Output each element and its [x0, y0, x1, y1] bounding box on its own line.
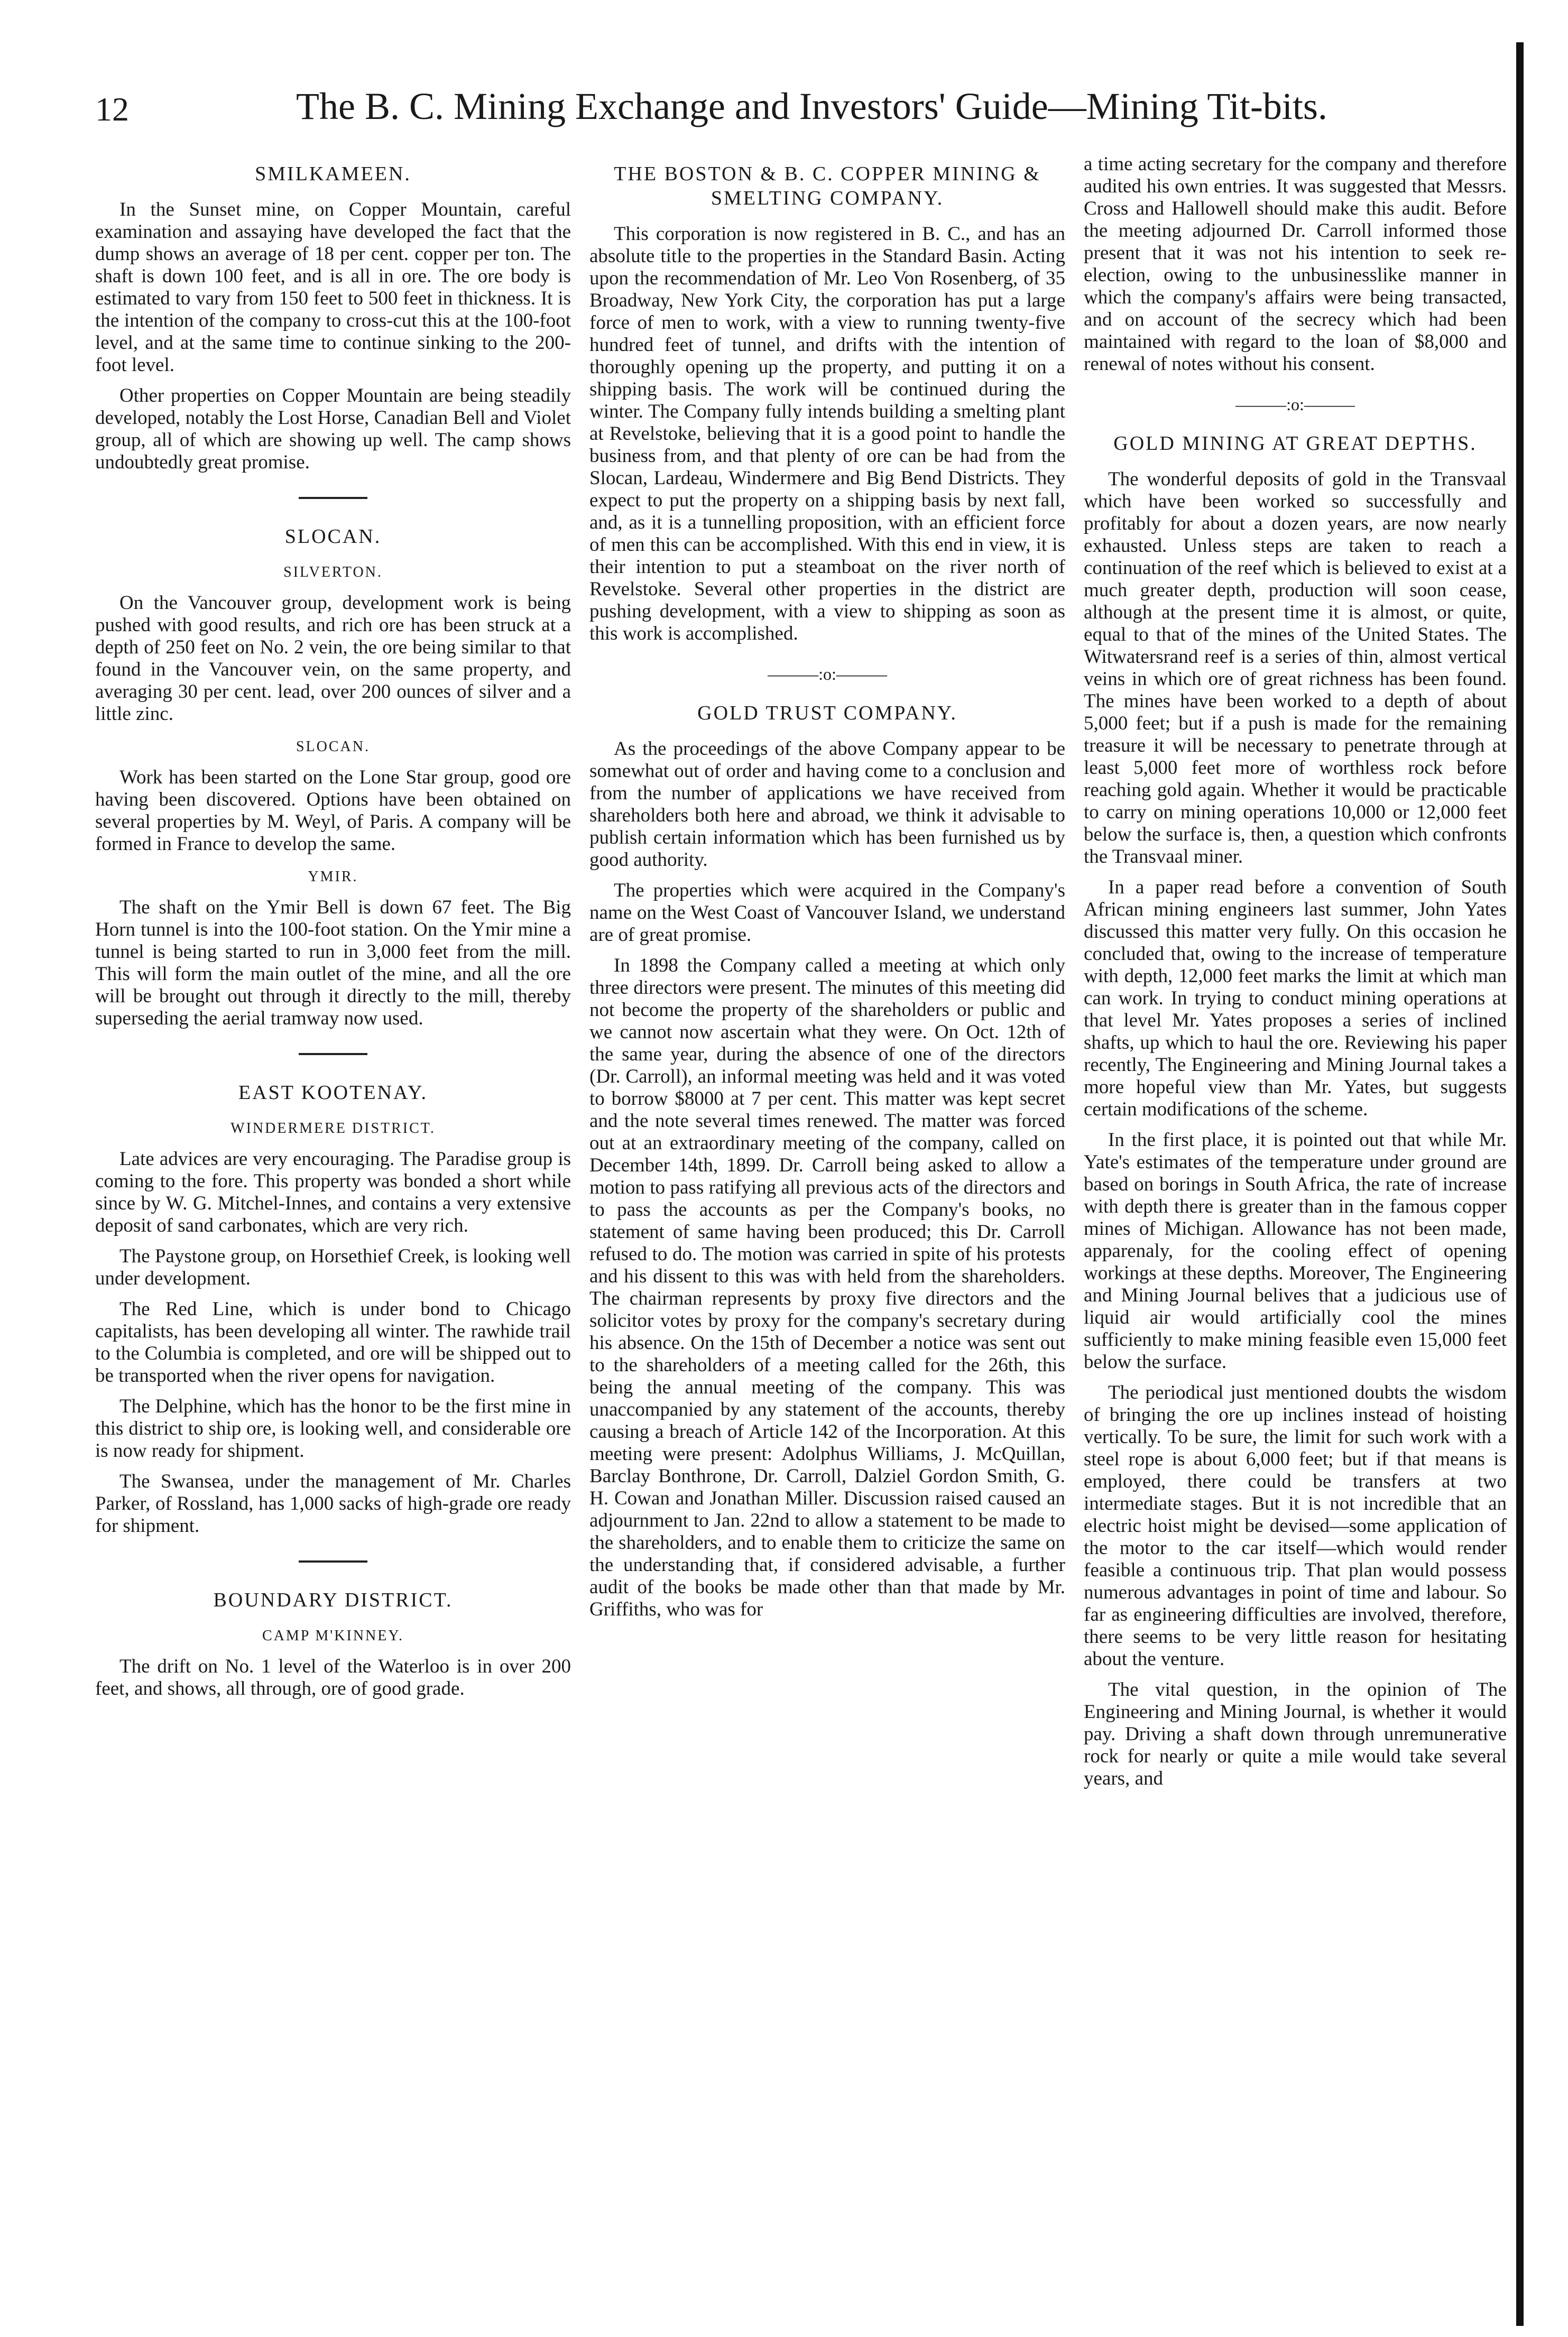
section-heading-smilkameen: SMILKAMEEN.	[255, 163, 411, 185]
paragraph: Other properties on Copper Mountain are being steadily developed, notably the Lost Horse, Canadian Bell and Violet group, all of which are showing up well. The camp shows undoubtedly great promise.	[95, 385, 571, 473]
section-divider	[299, 497, 367, 499]
paragraph: Work has been started on the Lone Star group, good ore having been discovered. Options have been obtained on several properties by M. Weyl, of Paris. A company will be formed in France to develop the same.	[95, 766, 571, 855]
page-header	[95, 85, 1491, 143]
section-heading-boston: THE BOSTON & B. C. COPPER MINING & SMELTING COMPANY.	[614, 163, 1041, 209]
paragraph-continuation: a time acting secretary for the company and therefore audited his own entries. It was suggested that Messrs. Cross and Hallowell should make this audit. Before the meeting adjourned Dr. Carroll informed those present that it was not his intention to seek re-election, owing to the unbusinesslike manner in which the company's affairs were being transacted, and on account of the secrecy which had been maintained with regard to the loan of $8,000 and renewal of notes without his consent.	[1084, 153, 1507, 375]
page-edge-shadow	[1516, 42, 1524, 2326]
paragraph: The Paystone group, on Horsethief Creek, is looking well under development.	[95, 1245, 571, 1289]
section-divider	[299, 1053, 367, 1055]
section-heading-slocan: SLOCAN.	[284, 525, 382, 548]
sub-heading-ymir: YMIR.	[308, 869, 358, 885]
sub-heading-silverton: SILVERTON.	[283, 564, 383, 580]
column-right	[1084, 153, 1507, 1798]
paragraph: This corporation is now registered in B. C., and has an absolute title to the properties in the Standard Basin. Acting upon the recommendation of Mr. Leo Von Rosenberg, of 35 Broadway, New York City, the corporation has put a large force of men to work, with a view to running twenty-five hundred feet of tunnel, and drifts with the intention of thoroughly opening up the property, and putting it on a shipping basis. The work will be continued during the winter. The Company fully intends building a smelting plant at Revelstoke, believing that it is a good point to handle the business from, and that plenty of ore can be had from the Slocan, Lardeau, Windermere and Big Bend Districts. They expect to put the property on a shipping basis by next fall, and, as it is a tunnelling proposition, with an efficient force of men this can be accomplished. With this end in view, it is their intention to put a steamboat on the river north of Revelstoke. Several other properties in the district are pushing development, with a view to shipping as soon as this work is accomplished.	[589, 223, 1065, 644]
paragraph: The drift on No. 1 level of the Waterloo is in over 200 feet, and shows, all through, ore of good grade.	[95, 1656, 571, 1699]
paragraph: The shaft on the Ymir Bell is down 67 feet. The Big Horn tunnel is into the 100-foot station. On the Ymir mine a tunnel is being started to run in 3,000 feet from the mill. This will form the main outlet of the mine, and all the ore will be brought out through it directly to the mill, thereby superseding the aerial tramway now used.	[95, 897, 571, 1029]
section-divider	[299, 1560, 367, 1563]
running-title: The B. C. Mining Exchange and Investors' Guide—Mining Tit-bits.	[296, 85, 1327, 127]
paragraph: The wonderful deposits of gold in the Transvaal which have been worked so successfully and profitably for about a dozen years, are now nearly exhausted. Unless steps are taken to reach a continuation of the reef which is believed to exist at a much greater depth, production will soon cease, although at the present time it is almost, or quite, equal to that of the mines of the United States. The Witwatersrand reef is a series of thin, almost vertical veins in which ore of great richness has been found. The mines have been worked to a depth of about 5,000 feet; but if a push is made for the remaining treasure it will be necessary to penetrate through at least 5,000 feet more of worthless rock before reaching gold again. Whether it would be practicable to carry on mining operations 10,000 or 12,000 feet below the surface is, then, a question which confronts the Transvaal miner.	[1084, 468, 1507, 867]
section-separator: ———:o:———	[1235, 395, 1355, 414]
column-left	[95, 153, 571, 1708]
paragraph: In the Sunset mine, on Copper Mountain, careful examination and assaying have developed the fact that the dump shows an average of 18 per cent. copper per ton. The shaft is down 100 feet, and is all in ore. The ore body is estimated to vary from 150 feet to 500 feet in thickness. It is the intention of the company to cross-cut this at the 100-foot level, and at the same time to continue sinking to the 200-foot level.	[95, 199, 571, 376]
paragraph: Late advices are very encouraging. The Paradise group is coming to the fore. This property was bonded a short while since by W. G. Mitchel-Innes, and contains a very extensive deposit of sand carbonates, which are very rich.	[95, 1148, 571, 1236]
paragraph: The Swansea, under the management of Mr. Charles Parker, of Rossland, has 1,000 sacks of high-grade ore ready for shipment.	[95, 1471, 571, 1537]
paragraph: The Delphine, which has the honor to be the first mine in this district to ship ore, is looking well, and considerable ore is now ready for shipment.	[95, 1396, 571, 1462]
section-heading-gold-mining: GOLD MINING AT GREAT DEPTHS.	[1113, 432, 1477, 455]
paragraph: As the proceedings of the above Company appear to be somewhat out of order and having come to a conclusion and from the number of applications we have received from shareholders both here and abroad, we think it advisable to publish certain information which has been furnished us by good authority.	[589, 738, 1065, 871]
paragraph: The properties which were acquired in the Company's name on the West Coast of Vancouver Island, we understand are of great promise.	[589, 880, 1065, 946]
page-number: 12	[95, 90, 129, 128]
paragraph: On the Vancouver group, development work is being pushed with good results, and rich ore has been struck at a depth of 250 feet on No. 2 vein, the ore being similar to that found in the Vancouver vein, on the same property, and averaging 30 per cent. lead, over 200 ounces of silver and a little zinc.	[95, 592, 571, 725]
paragraph: The vital question, in the opinion of The Engineering and Mining Journal, is whether it would pay. Driving a shaft down through unremunerative rock for nearly or quite a mile would take several years, and	[1084, 1679, 1507, 1789]
section-heading-boundary: BOUNDARY DISTRICT.	[213, 1589, 453, 1611]
column-middle	[589, 153, 1065, 1629]
section-heading-east-kootenay: EAST KOOTENAY.	[238, 1082, 428, 1104]
section-heading-gold-trust: GOLD TRUST COMPANY.	[697, 702, 957, 724]
sub-heading-windermere: WINDERMERE DISTRICT.	[230, 1120, 436, 1137]
section-separator: ———:o:———	[768, 664, 887, 683]
paragraph: The Red Line, which is under bond to Chicago capitalists, has been developing all winter. The rawhide trail to the Columbia is completed, and ore will be shipped out to be transported when the river opens for navigation.	[95, 1298, 571, 1387]
paragraph: The periodical just mentioned doubts the wisdom of bringing the ore up inclines instead of hoisting vertically. To be sure, the limit for such work with a steel rope is about 6,000 feet; but if that means is employed, there could be transfers at two intermediate stages. But it is not incredible that an electric hoist might be devised—some application of the motor to the car itself—which would render feasible a continuous trip. That plan would possess numerous advantages in point of time and labour. So far as engineering difficulties are involved, therefore, there seems to be very little reason for hesitating about the venture.	[1084, 1382, 1507, 1670]
paragraph: In the first place, it is pointed out that while Mr. Yate's estimates of the temperature under ground are based on borings in South Africa, the rate of increase with depth there is greater than in the famous copper mines of Michigan. Allowance has not been made, apparenaly, for the cooling effect of opening workings at these depths. Moreover, The Engineering and Mining Journal belives that a judicious use of liquid air would artificially cool the mines sufficiently to make mining feasible even 15,000 feet below the surface.	[1084, 1129, 1507, 1373]
sub-heading-camp-mckinney: CAMP M'KINNEY.	[262, 1628, 404, 1644]
paragraph: In 1898 the Company called a meeting at which only three directors were present. The minutes of this meeting did not become the property of the shareholders or public and we cannot now ascertain what they were. On Oct. 12th of the same year, during the absence of one of the directors (Dr. Carroll), an informal meeting was held and it was voted to borrow $8000 at 7 per cent. This matter was kept secret and the note several times renewed. The matter was forced out at an extraordinary meeting of the company, called on December 14th, 1899. Dr. Carroll being asked to allow a motion to pass ratifying all previous acts of the directors and to pass the accounts as per the Company's books, no statement of same having been produced; this Dr. Carroll refused to do. The motion was carried in spite of his protests and his dissent to this was with held from the shareholders. The chairman represents by proxy five directors and the solicitor votes by proxy for the company's secretary during his absence. On the 15th of December a notice was sent out to the shareholders of a meeting called for the 26th, this being the annual meeting of the company. This was unaccompanied by any statement of the accounts, thereby causing a breach of Article 142 of the Incorporation. At this meeting were present: Adolphus Williams, J. McQuillan, Barclay Bonthrone, Dr. Carroll, Dalziel Gordon Smith, G. H. Cowan and Jonathan Miller. Discussion raised caused an adjournment to Jan. 22nd to allow a statement to be made to the shareholders, and to enable them to criticize the same on the understanding that, if considered advisable, a further audit of the books be made other than that made by Mr. Griffiths, who was for	[589, 955, 1065, 1620]
sub-heading-slocan: SLOCAN.	[296, 738, 370, 755]
paragraph: In a paper read before a convention of South African mining engineers last summer, John Yates discussed this matter very fully. On this occasion he concluded that, owing to the increase of temperature with depth, 12,000 feet marks the limit at which man can work. In trying to conduct mining operations at that level Mr. Yates proposes a series of inclined shafts, up which to haul the ore. Reviewing his paper recently, The Engineering and Mining Journal takes a more hopeful view than Mr. Yates, but suggests certain modifications of the scheme.	[1084, 876, 1507, 1120]
